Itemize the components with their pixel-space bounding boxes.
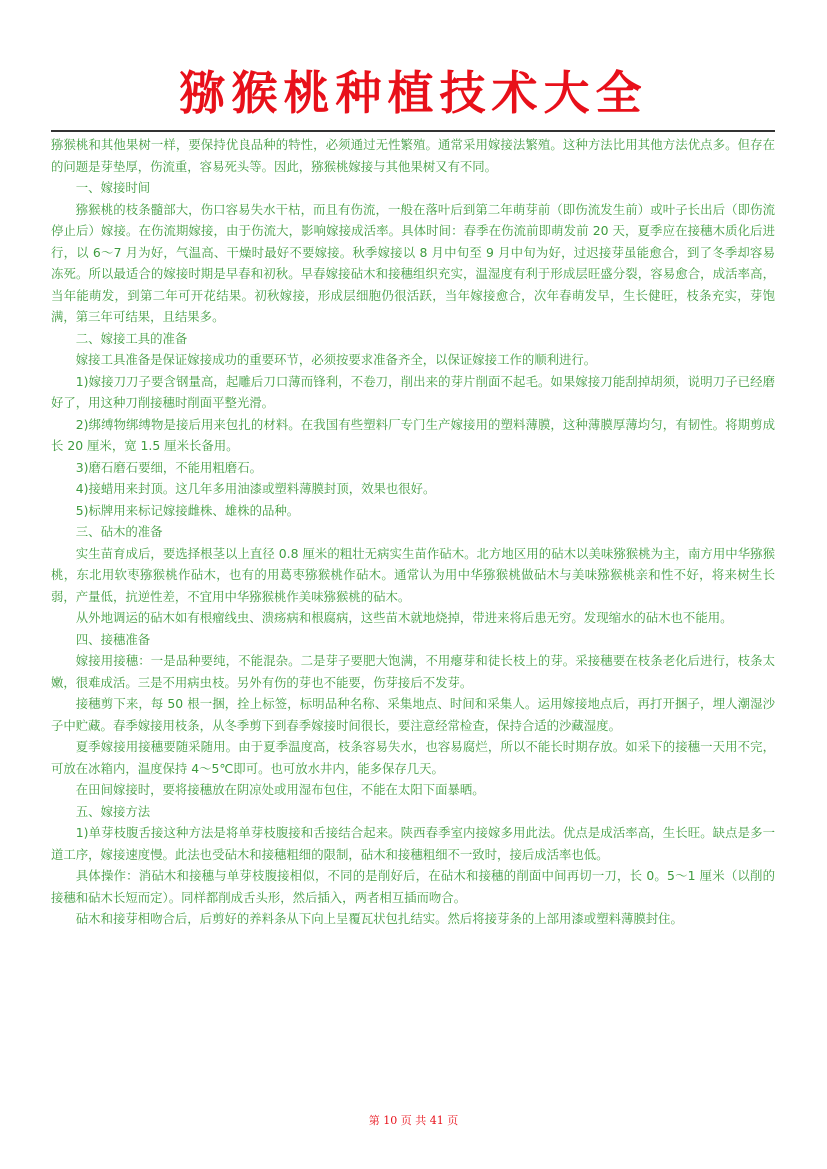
paragraph: 接穗剪下来，每 50 根一捆，拴上标签，标明品种名称、采集地点、时间和采集人。运用嫁接地点后，再打开捆子，埋人潮湿沙子中贮藏。春季嫁接用枝条，从冬季剪下到春季嫁接时间很长，要注意经常检查，保持合适的沙藏湿度。 — [51, 696, 775, 733]
section-heading-scion: 四、接穗准备 — [75, 631, 151, 647]
section-heading-grafting-time: 一、嫁接时间 — [75, 180, 151, 195]
intro-paragraph: 猕猴桃和其他果树一样，要保持优良品种的特性，必须通过无性繁殖。通常采用嫁接法繁殖。这种方法比用其他方法优点多。但存在的问题是芽垫厚，伤流重，容易死头等。因此，猕猴桃嫁接与其他果树又有不同。 — [51, 137, 775, 174]
list-item-binding: 2)绑缚物绑缚物是接后用来包扎的材料。在我国有些塑料厂专门生产嫁接用的塑料薄膜，这种薄膜厚薄均匀，有韧性。将期剪成长 20 厘米，宽 1.5 厘米长备用。 — [51, 416, 775, 453]
section-heading-tools: 二、嫁接工具的准备 — [75, 330, 188, 346]
paragraph: 在田间嫁接时，要将接穗放在阴凉处或用湿布包住，不能在太阳下面暴晒。 — [75, 782, 485, 797]
paragraph: 砧木和接芽相吻合后，后剪好的养料条从下向上呈覆瓦状包扎结实。然后将接芽条的上部用漆或塑料薄膜封住。 — [75, 911, 683, 926]
document-body — [51, 134, 775, 930]
paragraph: 具体操作：消砧木和接穗与单芽枝腹接相似，不同的是削好后，在砧木和接穗的削面中间再切一刀，长 0。5～1 厘米（以削的接穗和砧木长短而定）。同样都削成舌头形，然后插入，两者相互插而吻合。 — [51, 868, 775, 905]
paragraph: 实生苗育成后，要选择根茎以上直径 0.8 厘米的粗壮无病实生苗作砧木。北方地区用的砧木以美味猕猴桃为主，南方用中华猕猴桃，东北用软枣猕猴桃作砧木，也有的用葛枣猕猴桃作砧木。通常认为用中华猕猴桃做砧木与美味猕猴桃亲和性不好，将来树生长弱，产量低，抗逆性差，不宜用中华猕猴桃作美味猕猴桃的砧木。 — [51, 545, 775, 604]
list-item-method-1: 1)单芽枝腹舌接这种方法是将单芽枝腹接和舌接结合起来。陕西春季室内接嫁多用此法。优点是成活率高，生长旺。缺点是多一道工序，嫁接速度慢。此法也受砧木和接穗粗细的限制，砧木和接穗粗细不一致时，接后成活率也低。 — [51, 825, 775, 862]
section-heading-rootstock: 三、砧木的准备 — [75, 524, 163, 539]
section-heading-methods: 五、嫁接方法 — [75, 803, 151, 819]
page-number: 第 10 页 共 41 页 — [368, 1114, 459, 1127]
title-divider — [51, 130, 775, 132]
paragraph: 猕猴桃的枝条髓部大，伤口容易失水干枯，而且有伤流，一般在落叶后到第二年萌芽前（即伤流发生前）或叶子长出后（即伤流停止后）嫁接。在伤流期嫁接，由于伤流大，影响嫁接成活率。具体时间：春季在伤流前即萌发前 20 天，夏季应在接穗木质化后进行，以 6～7 月为好，气温高、干燥时最好不要嫁接。秋季嫁接以 8 月中旬至 9 月中旬为好，过迟接芽虽能愈合，到了冬季却容易冻死。所以最适合的嫁接时期是早春和初秋。早春嫁接砧木和接穗组织充实，温湿度有利于形成层旺盛分裂，容易愈合，成活率高，当年能萌发，到第二年可开花结果。初秋嫁接，形成层细胞仍很活跃，当年嫁接愈合，次年春萌发早，生长健旺，枝条充实，芽饱满，第三年可结果，且结果多。 — [51, 201, 775, 324]
paragraph: 从外地调运的砧木如有根瘤线虫、溃疡病和根腐病，这些苗木就地烧掉，带进来将后患无穷。发现缩水的砧木也不能用。 — [75, 610, 733, 625]
paragraph: 夏季嫁接用接穗要随采随用。由于夏季温度高，枝条容易失水，也容易腐烂，所以不能长时期存放。如采下的接穗一天用不完，可放在冰箱内，温度保持 4～5℃即可。也可放水井内，能多保存几天。 — [51, 739, 775, 776]
list-item-knife: 1)嫁接刀刀子要含钢量高，起雕后刀口薄而锋利，不卷刀，削出来的芽片削面不起毛。如果嫁接刀能刮掉胡须，说明刀子已经磨好了，用这种刀削接穗时削面平整光滑。 — [51, 373, 775, 410]
page-title: 猕猴桃种植技术大全 — [179, 66, 648, 120]
paragraph: 嫁接用接穗：一是品种要纯，不能混杂。二是芽子要肥大饱满，不用瘪芽和徒长枝上的芽。采接穗要在枝条老化后进行，枝条太嫩，很难成活。三是不用病虫枝。另外有伤的芽也不能要，伤芽接后不发芽。 — [51, 653, 775, 690]
list-item-label: 5)标牌用来标记嫁接雌株、雄株的品种。 — [75, 502, 300, 518]
list-item-whetstone: 3)磨石磨石要细，不能用粗磨石。 — [75, 459, 262, 475]
paragraph: 嫁接工具准备是保证嫁接成功的重要环节，必须按要求准备齐全，以保证嫁接工作的顺利进行。 — [75, 352, 597, 367]
list-item-wax: 4)接蜡用来封顶。这几年多用油漆或塑料薄膜封顶，效果也很好。 — [75, 481, 436, 496]
